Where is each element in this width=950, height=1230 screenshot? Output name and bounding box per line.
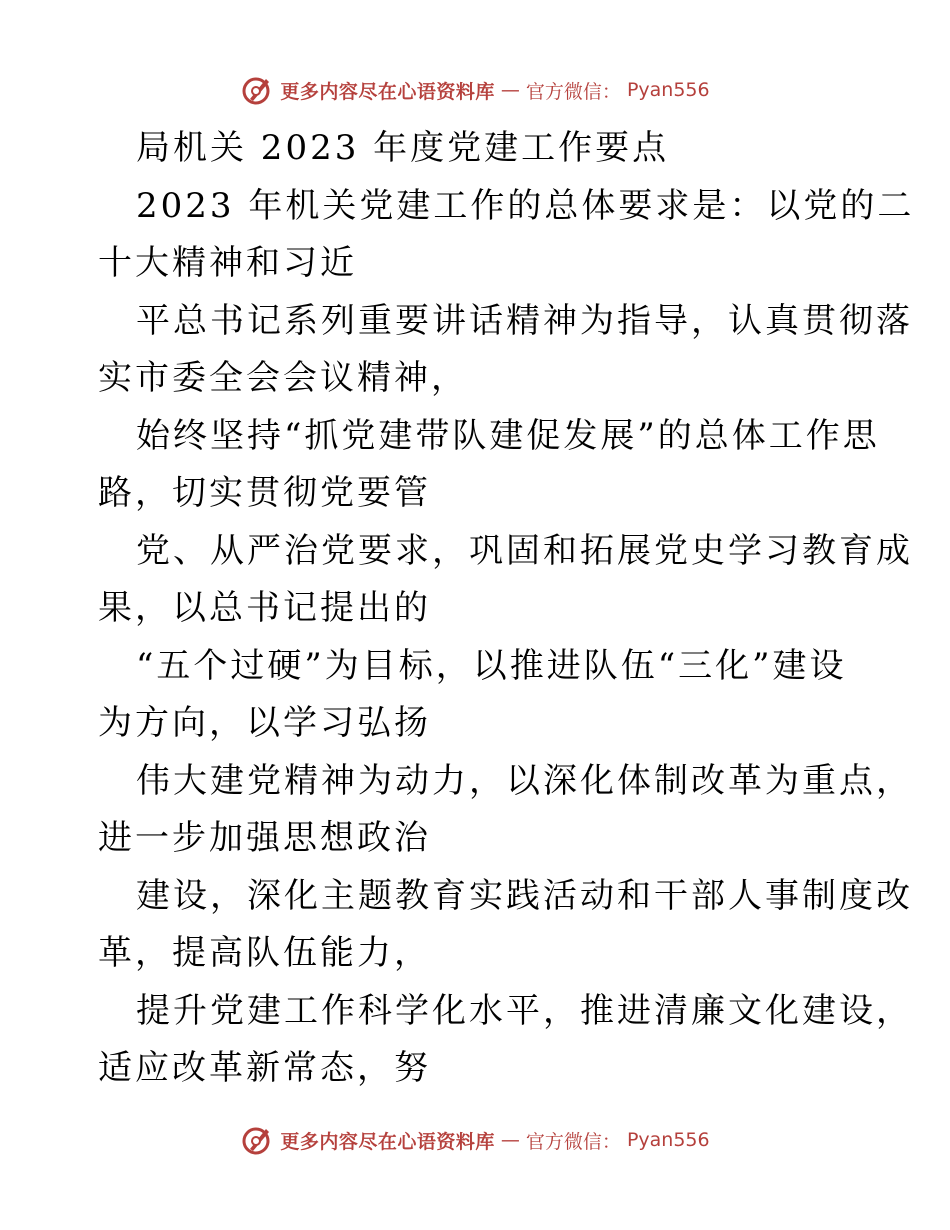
document-body [98,120,915,1098]
text-line: 为方向，以学习弘扬 [98,703,431,743]
watermark-main-text: 更多内容尽在心语资料库 [280,1130,495,1153]
text-line: 平总书记系列重要讲话精神为指导，认真贯彻落 [136,300,913,341]
text-line: 路，切实贯彻党要管 [98,473,431,513]
quill-circle-logo-icon [240,73,274,107]
watermark-dash: — [500,79,520,101]
text-line: 伟大建党精神为动力，以深化体制改革为重点， [136,760,913,801]
text-line: 进一步加强思想政治 [98,818,431,858]
text-line: 建设，深化主题教育实践活动和干部人事制度改 [136,875,913,916]
text-line: 2023 年机关党建工作的总体要求是：以党的二 [136,185,915,226]
watermark-account: Pyan556 [626,79,710,101]
text-line: “五个过硬”为目标，以推进队伍“三化”建设 [136,645,847,686]
watermark-content [240,73,709,107]
watermark-dash: — [500,1129,520,1151]
text-line: 党、从严治党要求，巩固和拓展党史学习教育成 [136,530,913,571]
text-line: 始终坚持“抓党建带队建促发展”的总体工作思 [136,415,880,456]
watermark-sub-text: 官方微信： [525,80,621,103]
watermark-account: Pyan556 [626,1129,710,1151]
header-watermark [0,70,950,110]
text-line: 实市委全会会议精神， [98,358,468,398]
watermark-main-text: 更多内容尽在心语资料库 [280,80,495,103]
document-title: 局机关 2023 年度党建工作要点 [136,128,670,168]
text-line: 革，提高队伍能力， [98,933,431,973]
quill-circle-logo-icon [240,1123,274,1157]
text-line: 果，以总书记提出的 [98,588,431,628]
text-line: 提升党建工作科学化水平，推进清廉文化建设， [136,990,913,1031]
text-line: 适应改革新常态，努 [98,1048,431,1088]
watermark-content [240,1123,709,1157]
footer-watermark [0,1120,950,1160]
text-line: 十大精神和习近 [98,243,357,283]
watermark-sub-text: 官方微信： [525,1130,621,1153]
